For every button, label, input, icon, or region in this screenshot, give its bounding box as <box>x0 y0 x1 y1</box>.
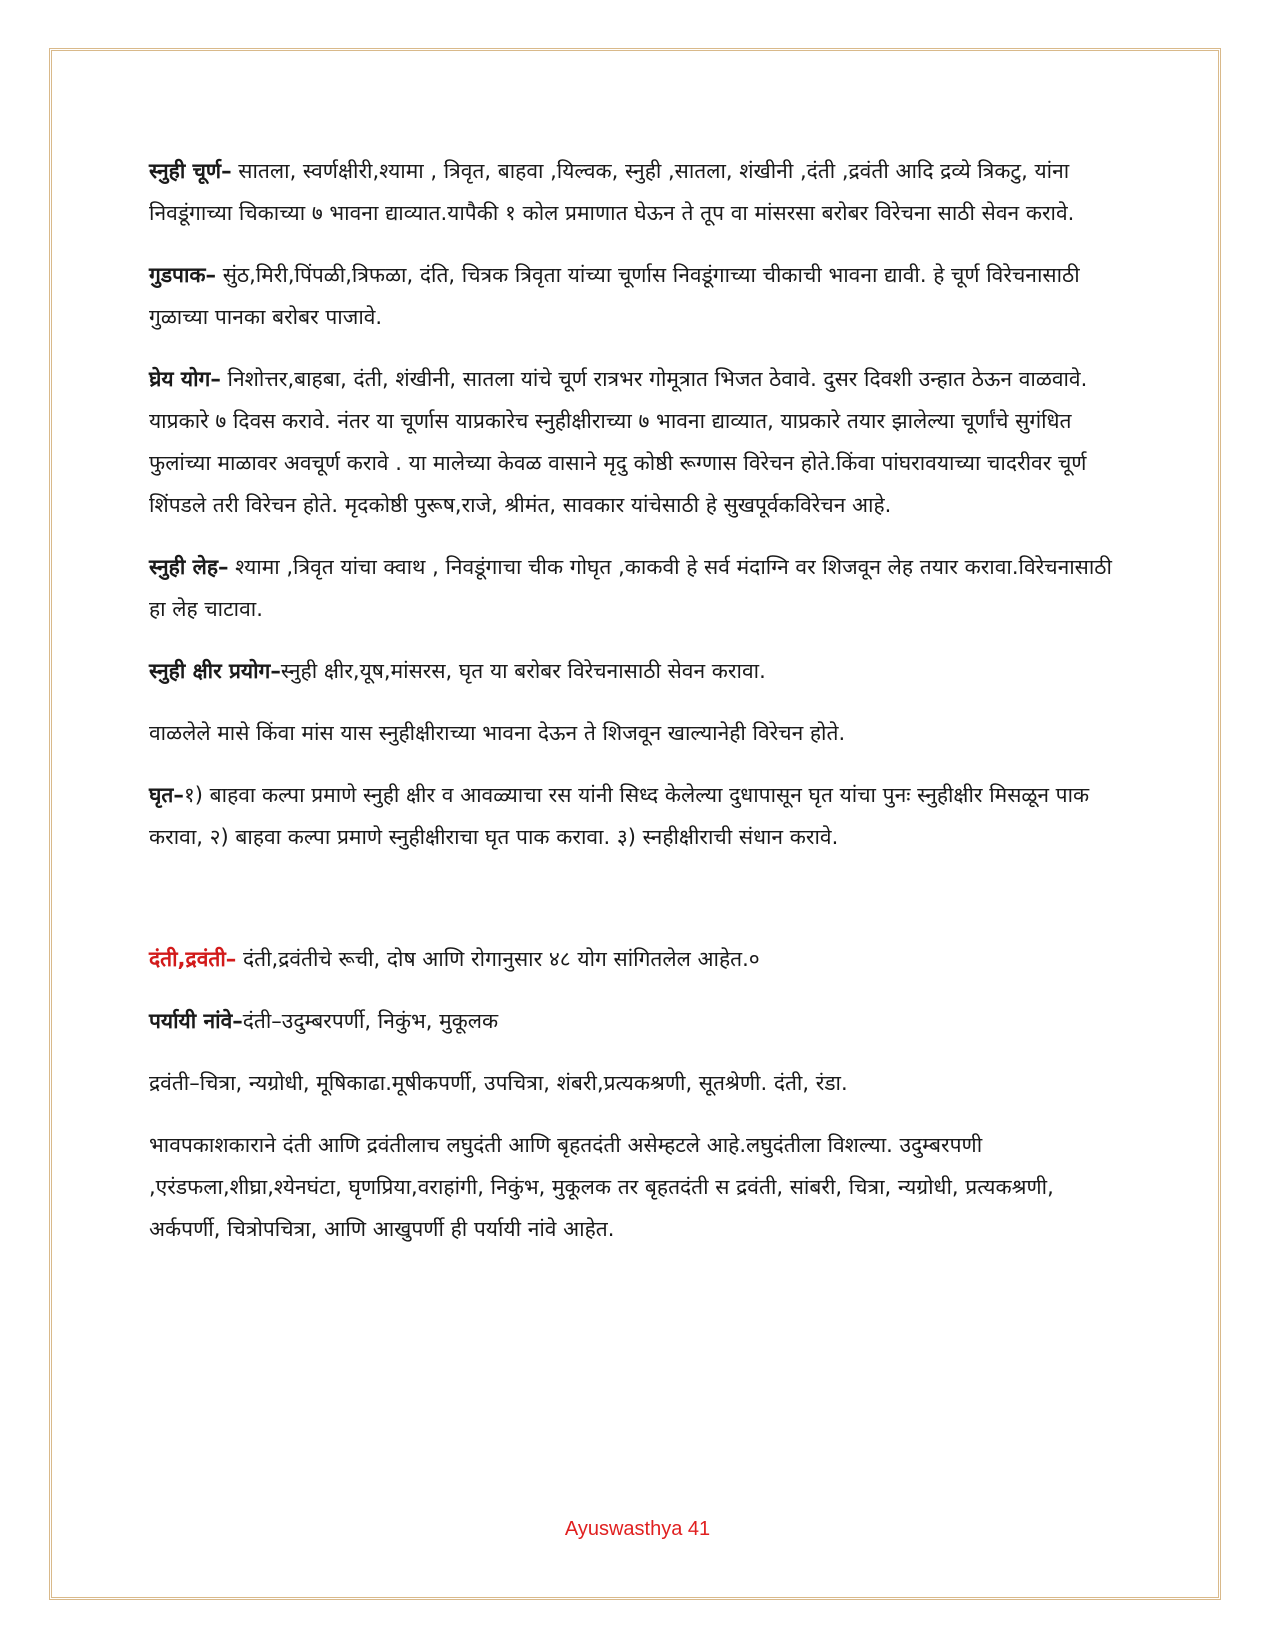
paragraph-text: सुंठ,मिरी,पिंपळी,त्रिफळा, दंति, चित्रक त्रिवृता यांच्या चूर्णास निवडूंगाच्या चीकाची भावना द्यावी. हे चूर्ण विरेचनासाठी गुळाच्या पानका बरोबर पाजावे. <box>149 263 1080 329</box>
paragraph-danti-dravanti <box>149 938 1124 980</box>
paragraph-text: वाळलेले मासे किंवा मांस यास स्नुहीक्षीराच्या भावना देऊन ते शिजवून खाल्यानेही विरेचन होते. <box>149 721 846 745</box>
paragraph-heading: गुडपाक– <box>149 263 217 287</box>
section-heading: दंती,द्रवंती– <box>149 947 237 971</box>
paragraph-snuhi-ksheer-prayog <box>149 650 1124 692</box>
paragraph-text: द्रवंती–चित्रा, न्यग्रोधी, मूषिकाढा.मूषीकपर्णी, उपचित्रा, शंबरी,प्रत्यकश्रणी, सूतश्रेणी. दंती, रंडा. <box>149 1071 848 1095</box>
paragraph-text: भावपकाशकाराने दंती आणि द्रवंतीलाच लघुदंती आणि बृहतदंती असेम्हटले आहे.लघुदंतीला विशल्या. उदुम्बरपणी ,एरंडफला,शीघ्रा,श्येनघंटा, घृणप्रिया,वराहांगी, निकुंभ, मुकूलक तर बृहतदंती स द्रवंती, सांबरी, चित्रा, न्यग्रोधी, प्रत्यकश्रणी, अर्कपर्णी, चित्रोपचित्रा, आणि आखुपर्णी ही पर्यायी नांवे आहेत. <box>149 1133 1054 1241</box>
paragraph-dravanti-synonyms <box>149 1062 1124 1104</box>
paragraph-heading: स्नुही लेह– <box>149 555 229 579</box>
paragraph-text: निशोत्तर,बाहबा, दंती, शंखीनी, सातला यांचे चूर्ण रात्रभर गोमूत्रात भिजत ठेवावे. दुसर दिवशी उन्हात ठेऊन वाळवावे. याप्रकारे ७ दिवस करावे. नंतर या चूर्णास याप्रकारेच स्नुहीक्षीराच्या ७ भावना द्याव्यात, याप्रकारे तयार झालेल्या चूर्णांचे सुगंधित फुलांच्या माळावर अवचूर्ण करावे . या मालेच्या केवळ वासाने मृदु कोष्ठी रूग्णास विरेचन होते.किंवा पांघरावयाच्या चादरीवर चूर्ण शिंपडले तरी विरेचन होते. मृदकोष्ठी पुरूष,राजे, श्रीमंत, सावकार यांचेसाठी हे सुखपूर्वकविरेचन आहे. <box>149 367 1088 517</box>
document-body <box>149 150 1124 1270</box>
paragraph-ghreya-yog <box>149 358 1124 526</box>
paragraph-heading: घ्रेय योग– <box>149 367 221 391</box>
paragraph-text: सातला, स्वर्णक्षीरी,श्यामा , त्रिवृत, बाहवा ,यिल्वक, स्नुही ,सातला, शंखीनी ,दंती ,द्रवंती आदि द्रव्ये त्रिकटु, यांना निवडूंगाच्या चिकाच्या ७ भावना द्याव्यात.यापैकी १ कोल प्रमाणात घेऊन ते तूप वा मांसरसा बरोबर विरेचना साठी सेवन करावे. <box>149 159 1075 225</box>
paragraph-heading: घृत– <box>149 783 184 807</box>
paragraph-ghrut <box>149 774 1124 858</box>
paragraph-heading: स्नुही क्षीर प्रयोग– <box>149 659 281 683</box>
paragraph-text: १) बाहवा कल्पा प्रमाणे स्नुही क्षीर व आवळ्याचा रस यांनी सिध्द केलेल्या दुधापासून घृत यांचा पुनः स्नुहीक्षीर मिसळून पाक करावा, २) बाहवा कल्पा प्रमाणे स्नुहीक्षीराचा घृत पाक करावा. ३) स्नहीक्षीराची संधान करावे. <box>149 783 1090 849</box>
paragraph-synonyms <box>149 1000 1124 1042</box>
paragraph-gudapak <box>149 254 1124 338</box>
paragraph-heading: स्नुही चूर्ण– <box>149 159 232 183</box>
paragraph-dried-fish <box>149 712 1124 754</box>
paragraph-snuhi-leh <box>149 546 1124 630</box>
paragraph-text: श्यामा ,त्रिवृत यांचा क्वाथ , निवडूंगाचा चीक गोघृत ,काकवी हे सर्व मंदाग्नि वर शिजवून लेह तयार करावा.विरेचनासाठी हा लेह चाटावा. <box>149 555 1112 621</box>
paragraph-text: दंती,द्रवंतीचे रूची, दोष आणि रोगानुसार ४८ योग सांगितलेल आहेत.० <box>236 947 760 971</box>
paragraph-text: दंती–उदुम्बरपर्णी, निकुंभ, मुकूलक <box>242 1009 499 1033</box>
page-footer: Ayuswasthya 41 <box>564 1518 711 1540</box>
paragraph-snuhi-churna <box>149 150 1124 234</box>
paragraph-bhavaprakash <box>149 1124 1124 1250</box>
paragraph-text: स्नुही क्षीर,यूष,मांसरस, घृत या बरोबर विरेचनासाठी सेवन करावा. <box>280 659 766 683</box>
paragraph-heading: पर्यायी नांवे– <box>149 1009 243 1033</box>
